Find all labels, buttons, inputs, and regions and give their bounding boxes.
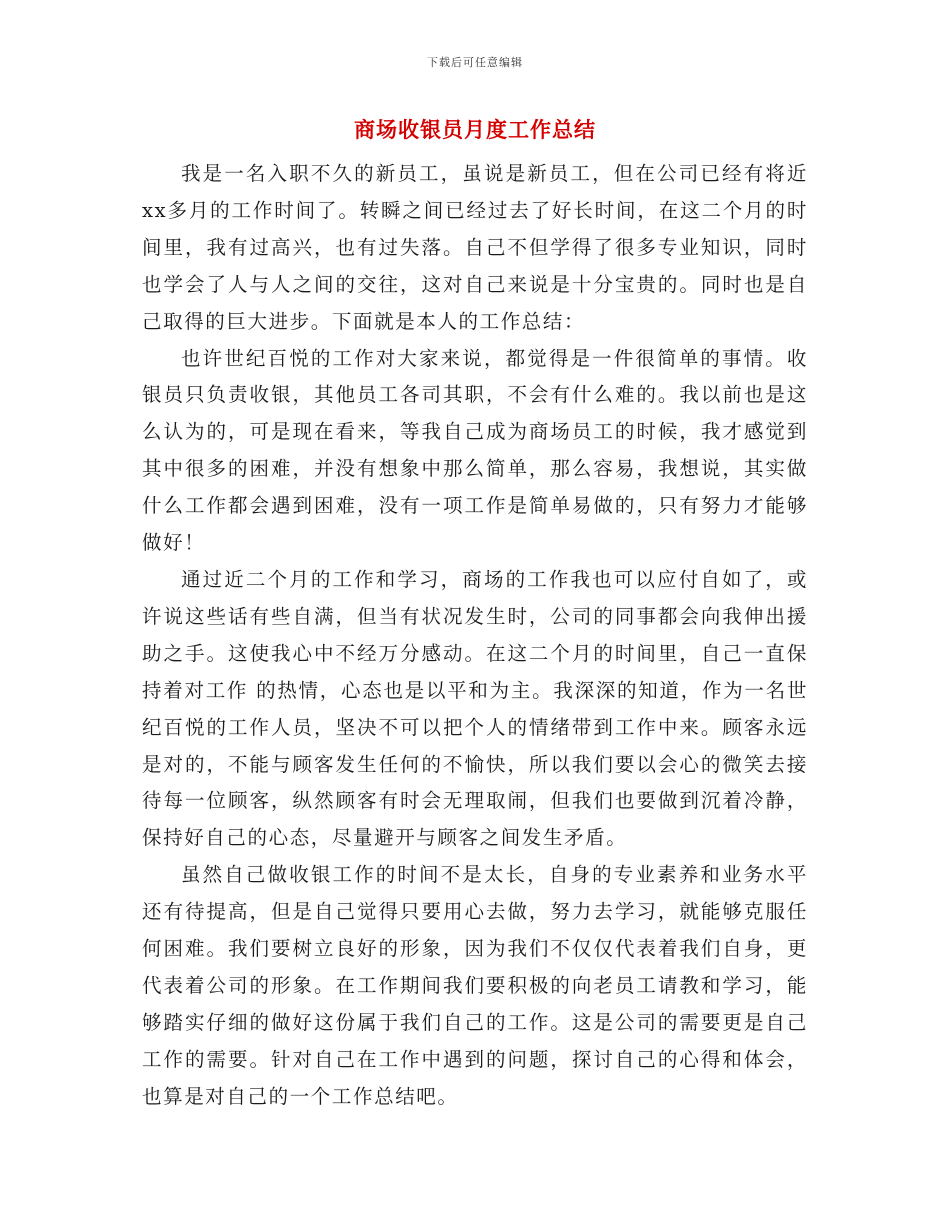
header-note: 下载后可任意编辑 bbox=[427, 56, 523, 69]
paragraph-3: 通过近二个月的工作和学习，商场的工作我也可以应付自如了，或许说这些话有些自满，但当有状况发生时，公司的同事都会向我伸出援助之手。这使我心中不经万分感动。在这二个月的时间里，自己一直保持着对工作 的热情，心态也是以平和为主。我深深的知道，作为一名世纪百悦的工作人员，坚决不可以把个人的情绪带到工作中来。顾客永远是对的，不能与顾客发生任何的不愉快，所以我们要以会心的微笑去接待每一位顾客，纵然顾客有时会无理取闹，但我们也要做到沉着冷静，保持好自己的心态，尽量避开与顾客之间发生矛盾。 bbox=[142, 567, 808, 850]
paragraph-1: 我是一名入职不久的新员工，虽说是新员工，但在公司已经有将近xx多月的工作时间了。转瞬之间已经过去了好长时间，在这二个月的时间里，我有过高兴，也有过失落。自己不但学得了很多专业知识，同时也学会了人与人之间的交往，这对自己来说是十分宝贵的。同时也是自己取得的巨大进步。下面就是本人的工作总结： bbox=[142, 162, 808, 333]
paragraph-2: 也许世纪百悦的工作对大家来说，都觉得是一件很简单的事情。收银员只负责收银，其他员工各司其职，不会有什么难的。我以前也是这么认为的，可是现在看来，等我自己成为商场员工的时候，我才感觉到其中很多的困难，并没有想象中那么简单，那么容易，我想说，其实做什么工作都会遇到困难，没有一项工作是简单易做的，只有努力才能够做好！ bbox=[142, 346, 808, 555]
document-body bbox=[142, 156, 808, 1116]
paragraph-4: 虽然自己做收银工作的时间不是太长，自身的专业素养和业务水平还有待提高，但是自己觉得只要用心去做，努力去学习，就能够克服任何困难。我们要树立良好的形象，因为我们不仅仅代表着我们自身，更代表着公司的形象。在工作期间我们要积极的向老员工请教和学习，能够踏实仔细的做好这份属于我们自己的工作。这是公司的需要更是自己工作的需要。针对自己在工作中遇到的问题，探讨自己的心得和体会，也算是对自己的一个工作总结吧。 bbox=[142, 863, 808, 1108]
document-title: 商场收银员月度工作总结 bbox=[354, 117, 596, 142]
